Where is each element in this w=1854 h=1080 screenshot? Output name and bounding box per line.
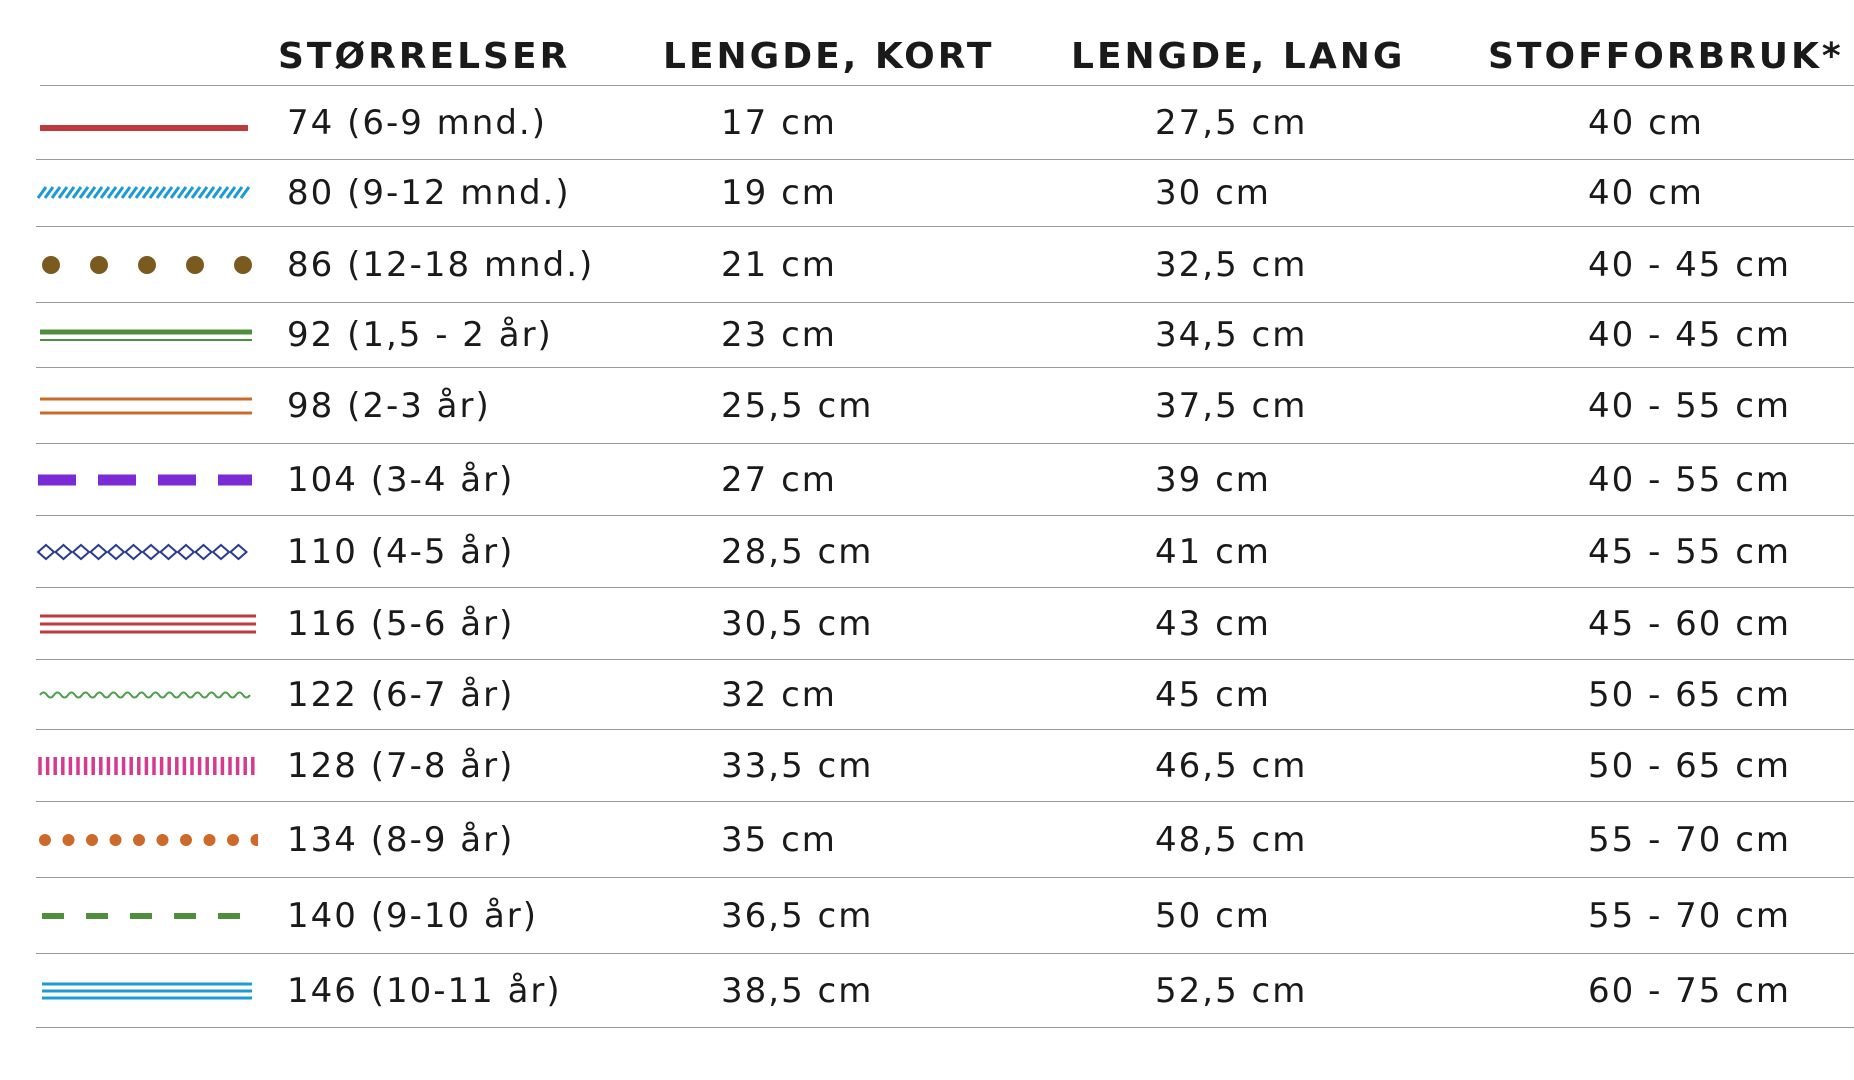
cell-size: 74 (6-9 mnd.)	[287, 102, 547, 143]
cell-fabric-usage: 50 - 65 cm	[1588, 745, 1792, 786]
cell-length-short: 17 cm	[721, 102, 837, 143]
cell-fabric-usage: 40 - 55 cm	[1588, 459, 1792, 500]
cell-fabric-usage: 45 - 55 cm	[1588, 531, 1792, 572]
cell-size: 110 (4-5 år)	[287, 531, 515, 572]
cell-length-short: 36,5 cm	[721, 895, 874, 936]
table-row	[0, 660, 1854, 729]
table-row	[0, 878, 1854, 953]
cell-length-short: 33,5 cm	[721, 745, 874, 786]
line-style-swatch-icon	[36, 111, 258, 135]
cell-length-long: 52,5 cm	[1155, 970, 1308, 1011]
cell-fabric-usage: 40 cm	[1588, 173, 1704, 213]
cell-length-short: 25,5 cm	[721, 385, 874, 426]
table-row	[0, 160, 1854, 226]
cell-fabric-usage: 55 - 70 cm	[1588, 895, 1792, 936]
cell-length-short: 30,5 cm	[721, 603, 874, 644]
line-style-swatch-icon	[36, 979, 258, 1003]
line-style-swatch-icon	[36, 612, 258, 636]
cell-length-short: 27 cm	[721, 459, 837, 500]
cell-size: 122 (6-7 år)	[287, 674, 515, 715]
cell-size: 80 (9-12 mnd.)	[287, 173, 571, 213]
header-length-long: LENGDE, LANG	[1071, 36, 1406, 77]
cell-length-short: 32 cm	[721, 674, 837, 715]
table-row	[0, 730, 1854, 801]
cell-size: 116 (5-6 år)	[287, 603, 515, 644]
line-style-swatch-icon	[36, 754, 258, 778]
line-style-swatch-icon	[36, 323, 258, 347]
line-style-swatch-icon	[36, 828, 258, 852]
cell-length-long: 32,5 cm	[1155, 244, 1308, 285]
cell-size: 146 (10-11 år)	[287, 970, 562, 1011]
cell-fabric-usage: 40 - 55 cm	[1588, 385, 1792, 426]
line-style-swatch-icon	[36, 181, 258, 205]
header-length-short: LENGDE, KORT	[663, 36, 995, 77]
table-row	[0, 303, 1854, 367]
cell-fabric-usage: 40 cm	[1588, 102, 1704, 143]
cell-length-long: 46,5 cm	[1155, 745, 1308, 786]
cell-length-long: 30 cm	[1155, 173, 1271, 213]
cell-length-long: 50 cm	[1155, 895, 1271, 936]
cell-length-short: 21 cm	[721, 244, 837, 285]
table-row	[0, 368, 1854, 443]
table-row	[0, 227, 1854, 302]
cell-fabric-usage: 50 - 65 cm	[1588, 674, 1792, 715]
header-fabric-usage: STOFFORBRUK*	[1488, 36, 1844, 77]
cell-length-short: 38,5 cm	[721, 970, 874, 1011]
line-style-swatch-icon	[36, 904, 258, 928]
cell-size: 98 (2-3 år)	[287, 385, 491, 426]
table-row	[0, 86, 1854, 159]
cell-fabric-usage: 40 - 45 cm	[1588, 315, 1792, 355]
cell-length-long: 39 cm	[1155, 459, 1271, 500]
line-style-swatch-icon	[36, 683, 258, 707]
table-row	[0, 588, 1854, 659]
cell-fabric-usage: 45 - 60 cm	[1588, 603, 1792, 644]
cell-length-long: 48,5 cm	[1155, 819, 1308, 860]
cell-length-long: 45 cm	[1155, 674, 1271, 715]
cell-size: 86 (12-18 mnd.)	[287, 244, 595, 285]
line-style-swatch-icon	[36, 540, 258, 564]
table-row	[0, 444, 1854, 515]
line-style-swatch-icon	[36, 468, 258, 492]
line-style-swatch-icon	[36, 394, 258, 418]
cell-size: 104 (3-4 år)	[287, 459, 515, 500]
cell-fabric-usage: 55 - 70 cm	[1588, 819, 1792, 860]
cell-length-long: 37,5 cm	[1155, 385, 1308, 426]
row-divider	[36, 1027, 1854, 1028]
table-row	[0, 516, 1854, 587]
cell-size: 140 (9-10 år)	[287, 895, 539, 936]
cell-length-long: 34,5 cm	[1155, 315, 1308, 355]
table-row	[0, 954, 1854, 1027]
cell-length-long: 27,5 cm	[1155, 102, 1308, 143]
cell-size: 128 (7-8 år)	[287, 745, 515, 786]
table-row	[0, 802, 1854, 877]
line-style-swatch-icon	[36, 253, 258, 277]
cell-fabric-usage: 40 - 45 cm	[1588, 244, 1792, 285]
cell-fabric-usage: 60 - 75 cm	[1588, 970, 1792, 1011]
cell-size: 134 (8-9 år)	[287, 819, 515, 860]
cell-length-short: 23 cm	[721, 315, 837, 355]
cell-size: 92 (1,5 - 2 år)	[287, 315, 553, 355]
cell-length-long: 41 cm	[1155, 531, 1271, 572]
cell-length-short: 19 cm	[721, 173, 837, 213]
cell-length-long: 43 cm	[1155, 603, 1271, 644]
cell-length-short: 35 cm	[721, 819, 837, 860]
cell-length-short: 28,5 cm	[721, 531, 874, 572]
header-sizes: STØRRELSER	[278, 36, 571, 77]
